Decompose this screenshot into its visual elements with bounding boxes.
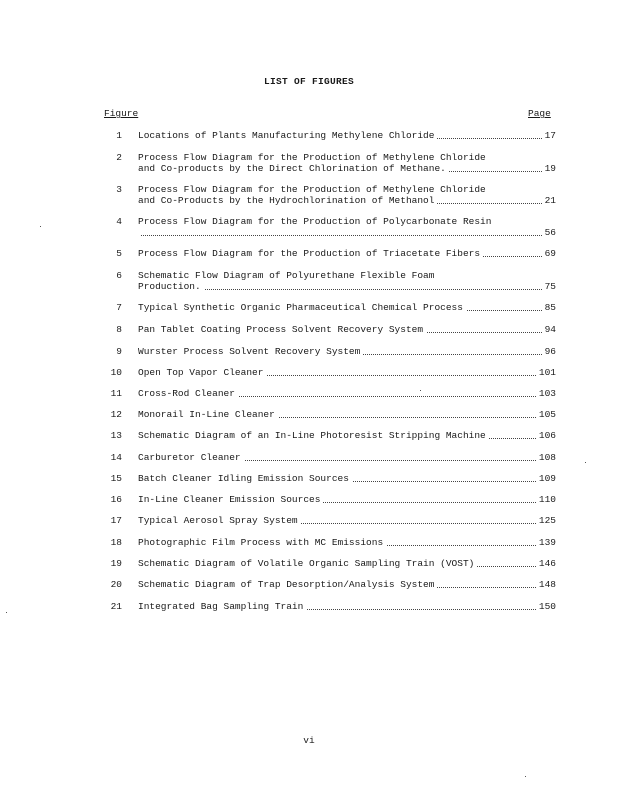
figure-page-number: 148 [538,579,556,590]
figure-page-number: 75 [544,281,556,292]
figure-page-number: 85 [544,302,556,313]
figure-number: 4 [116,216,122,227]
figure-number: 17 [110,515,122,526]
figure-title: Batch Cleaner Idling Emission Sources [138,473,352,484]
figure-number: 10 [110,367,122,378]
figure-page-number: 139 [538,537,556,548]
figure-title: and Co-products by the Direct Chlorination of Methane. [138,163,449,174]
page-column-header: Page [528,108,551,119]
figure-page-number: 108 [538,452,556,463]
figure-number: 3 [116,184,122,195]
figure-title: Integrated Bag Sampling Train [138,601,306,612]
figure-title: Typical Synthetic Organic Pharmaceutical Chemical Process [138,302,466,313]
figure-number: 2 [116,152,122,163]
figure-page-number: 125 [538,515,556,526]
figure-title: Typical Aerosol Spray System [138,515,301,526]
figure-page-number: 17 [544,130,556,141]
figure-number: 20 [110,579,122,590]
figure-number: 7 [116,302,122,313]
figure-title: Locations of Plants Manufacturing Methylene Chloride [138,130,437,141]
figure-number: 1 [116,130,122,141]
figure-number: 14 [110,452,122,463]
figure-column-header: Figure [104,108,139,119]
figure-title: Carburetor Cleaner [138,452,244,463]
figure-number: 12 [110,409,122,420]
figure-title: Wurster Process Solvent Recovery System [138,346,363,357]
figure-title: Cross-Rod Cleaner [138,388,238,399]
figure-title [138,227,141,238]
figure-page-number: 96 [544,346,556,357]
figure-page-number: 150 [538,601,556,612]
figure-page-number: 56 [544,227,556,238]
figure-title: and Co-Products by the Hydrochlorination of Methanol [138,195,437,206]
figure-title: Open Top Vapor Cleaner [138,367,266,378]
figure-title: Schematic Diagram of Volatile Organic Sampling Train (VOST) [138,558,477,569]
figure-page-number: 106 [538,430,556,441]
scan-speck [40,226,41,227]
scan-speck [585,462,586,463]
figure-title: Photographic Film Process with MC Emissions [138,537,386,548]
figure-title: Schematic Diagram of an In-Line Photoresist Stripping Machine [138,430,489,441]
figure-title: In-Line Cleaner Emission Sources [138,494,323,505]
figure-number: 6 [116,270,122,281]
figure-page-number: 103 [538,388,556,399]
figure-page-number: 146 [538,558,556,569]
figure-page-number: 69 [544,248,556,259]
figure-title: Monorail In-Line Cleaner [138,409,278,420]
figure-number: 5 [116,248,122,259]
figure-number: 11 [110,388,122,399]
scan-speck [525,776,526,777]
figure-number: 21 [110,601,122,612]
figure-number: 9 [116,346,122,357]
figure-page-number: 110 [538,494,556,505]
figure-number: 15 [110,473,122,484]
figure-title: Production. [138,281,204,292]
figure-number: 19 [110,558,122,569]
figure-title: Process Flow Diagram for the Production of Polycarbonate Resin [138,216,494,227]
page-number: vi [303,735,315,746]
page-title: LIST OF FIGURES [263,76,354,87]
figure-number: 16 [110,494,122,505]
scan-speck [6,612,7,613]
figure-page-number: 101 [538,367,556,378]
figure-title: Schematic Diagram of Trap Desorption/Analysis System [138,579,437,590]
figure-title: Schematic Flow Diagram of Polyurethane Flexible Foam [138,270,437,281]
figure-page-number: 94 [544,324,556,335]
figure-number: 8 [116,324,122,335]
figure-title: Process Flow Diagram for the Production of Methylene Chloride [138,152,489,163]
scan-speck [420,390,421,391]
dot-leader [138,235,556,236]
figure-number: 13 [110,430,122,441]
figure-page-number: 21 [544,195,556,206]
figure-title: Process Flow Diagram for the Production of Triacetate Fibers [138,248,483,259]
figure-title: Process Flow Diagram for the Production of Methylene Chloride [138,184,489,195]
figure-page-number: 105 [538,409,556,420]
figure-number: 18 [110,537,122,548]
figure-title: Pan Tablet Coating Process Solvent Recovery System [138,324,426,335]
figure-page-number: 19 [544,163,556,174]
figure-page-number: 109 [538,473,556,484]
